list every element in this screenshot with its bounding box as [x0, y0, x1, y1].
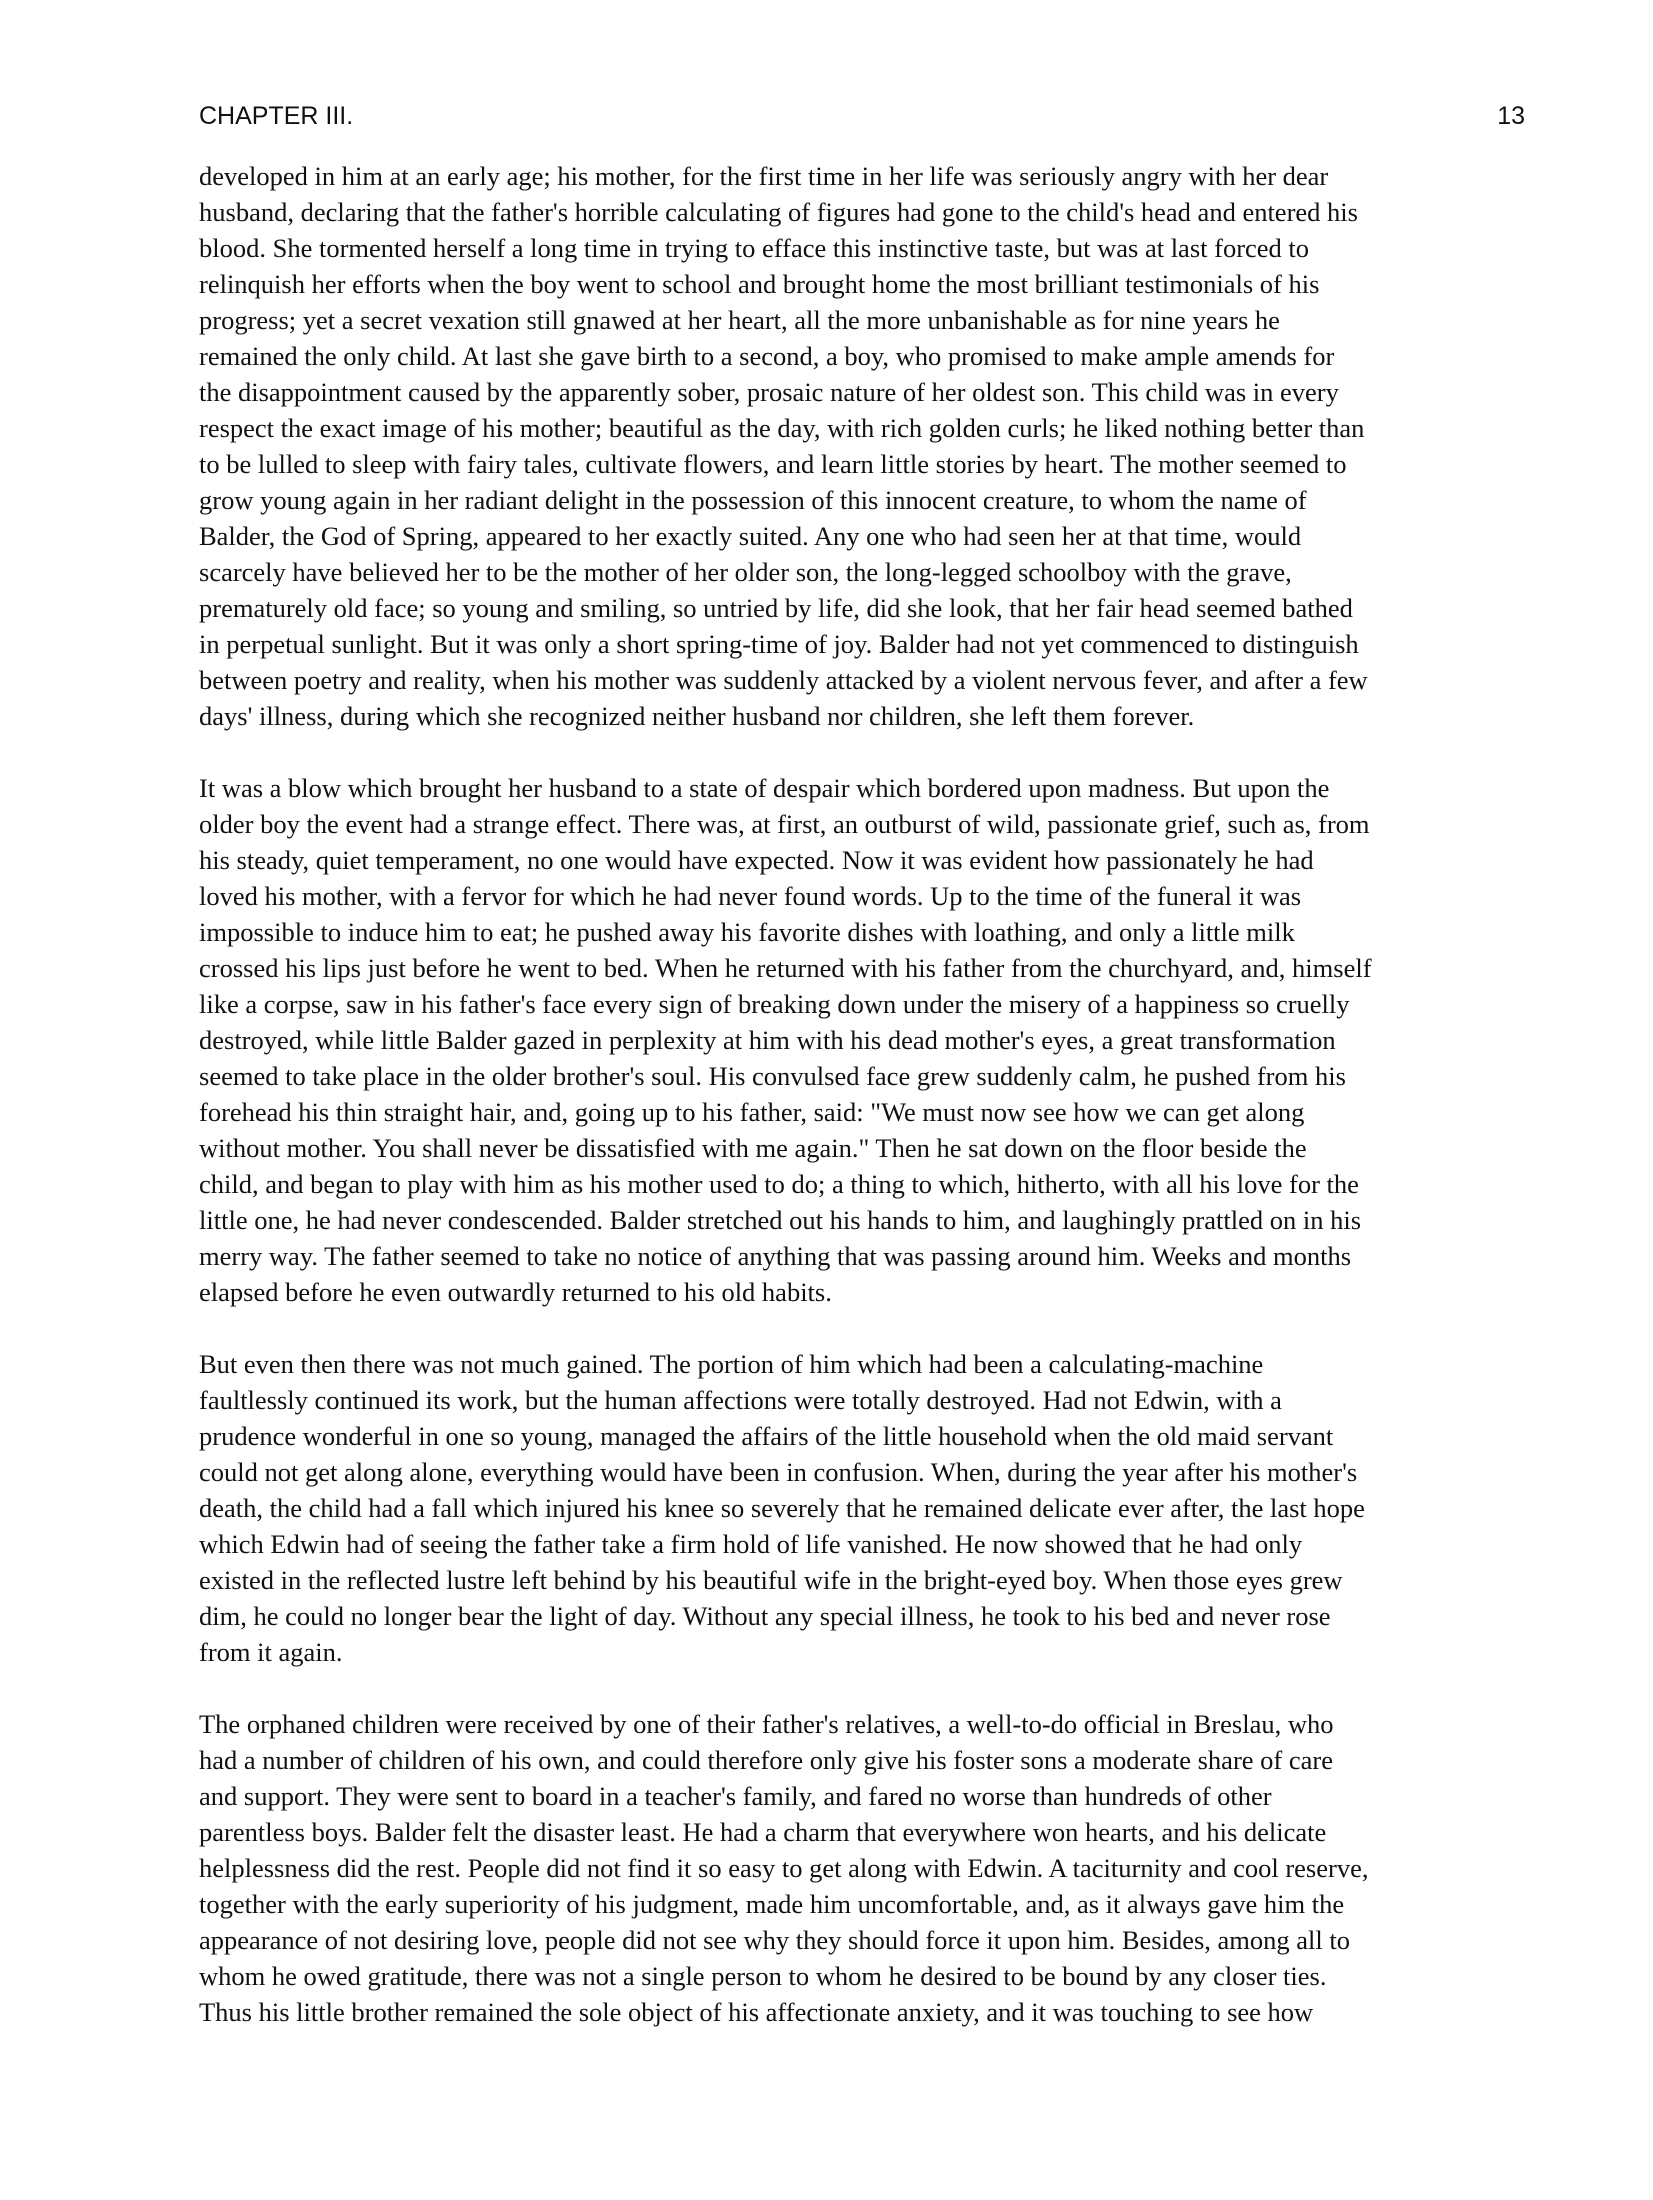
text-line: little one, he had never condescended. Balder stretched out his hands to him, and laughingly prattled on in his — [199, 1205, 1362, 1235]
text-line: existed in the reflected lustre left behind by his beautiful wife in the bright-eyed boy. When those eyes grew — [199, 1565, 1343, 1595]
text-line: forehead his thin straight hair, and, going up to his father, said: "We must now see how we can get along — [199, 1097, 1305, 1127]
text-line: which Edwin had of seeing the father take a firm hold of life vanished. He now showed that he had only — [199, 1529, 1303, 1559]
text-line: had a number of children of his own, and could therefore only give his foster sons a moderate share of care — [199, 1745, 1333, 1775]
paragraph — [199, 770, 1579, 1310]
text-line: It was a blow which brought her husband to a state of despair which bordered upon madness. But upon the — [199, 773, 1330, 803]
text-line: appearance of not desiring love, people did not see why they should force it upon him. Besides, among all to — [199, 1925, 1351, 1955]
text-line: elapsed before he even outwardly returned to his old habits. — [199, 1277, 832, 1307]
text-line: prematurely old face; so young and smiling, so untried by life, did she look, that her fair head seemed bathed — [199, 593, 1353, 623]
text-line: could not get along alone, everything would have been in confusion. When, during the year after his mother's — [199, 1457, 1358, 1487]
text-line: the disappointment caused by the apparently sober, prosaic nature of her oldest son. This child was in every — [199, 377, 1339, 407]
page-number: 13 — [1497, 102, 1525, 130]
text-line: remained the only child. At last she gave birth to a second, a boy, who promised to make ample amends for — [199, 341, 1335, 371]
text-line: in perpetual sunlight. But it was only a short spring-time of joy. Balder had not yet commenced to distinguish — [199, 629, 1359, 659]
text-line: crossed his lips just before he went to bed. When he returned with his father from the churchyard, and, himself — [199, 953, 1372, 983]
text-line: and support. They were sent to board in a teacher's family, and fared no worse than hundreds of other — [199, 1781, 1272, 1811]
text-line: parentless boys. Balder felt the disaster least. He had a charm that everywhere won hearts, and his delicate — [199, 1817, 1327, 1847]
text-line: between poetry and reality, when his mother was suddenly attacked by a violent nervous fever, and after a few — [199, 665, 1368, 695]
text-line: impossible to induce him to eat; he pushed away his favorite dishes with loathing, and only a little milk — [199, 917, 1295, 947]
text-line: merry way. The father seemed to take no notice of anything that was passing around him. Weeks and months — [199, 1241, 1352, 1271]
body-text — [199, 158, 1579, 2066]
paragraph — [199, 1706, 1579, 2030]
text-line: older boy the event had a strange effect. There was, at first, an outburst of wild, passionate grief, such as, from — [199, 809, 1370, 839]
paragraph — [199, 158, 1579, 734]
text-line: respect the exact image of his mother; beautiful as the day, with rich golden curls; he liked nothing better than — [199, 413, 1365, 443]
text-line: together with the early superiority of his judgment, made him uncomfortable, and, as it always gave him the — [199, 1889, 1345, 1919]
text-line: to be lulled to sleep with fairy tales, cultivate flowers, and learn little stories by heart. The mother seemed to — [199, 449, 1347, 479]
text-line: grow young again in her radiant delight in the possession of this innocent creature, to whom the name of — [199, 485, 1307, 515]
text-line: progress; yet a secret vexation still gnawed at her heart, all the more unbanishable as for nine years he — [199, 305, 1280, 335]
text-line: The orphaned children were received by one of their father's relatives, a well-to-do official in Breslau, who — [199, 1709, 1334, 1739]
text-line: destroyed, while little Balder gazed in perplexity at him with his dead mother's eyes, a great transformation — [199, 1025, 1336, 1055]
text-line: days' illness, during which she recognized neither husband nor children, she left them forever. — [199, 701, 1195, 731]
text-line: his steady, quiet temperament, no one would have expected. Now it was evident how passionately he had — [199, 845, 1314, 875]
text-line: blood. She tormented herself a long time in trying to efface this instinctive taste, but was at last forced to — [199, 233, 1310, 263]
text-line: helplessness did the rest. People did not find it so easy to get along with Edwin. A taciturnity and cool reserve, — [199, 1853, 1369, 1883]
text-line: scarcely have believed her to be the mother of her older son, the long-legged schoolboy with the grave, — [199, 557, 1292, 587]
text-line: like a corpse, saw in his father's face every sign of breaking down under the misery of a happiness so cruelly — [199, 989, 1350, 1019]
text-line: child, and began to play with him as his mother used to do; a thing to which, hitherto, with all his love for the — [199, 1169, 1359, 1199]
text-line: loved his mother, with a fervor for which he had never found words. Up to the time of the funeral it was — [199, 881, 1302, 911]
text-line: prudence wonderful in one so young, managed the affairs of the little household when the old maid servant — [199, 1421, 1334, 1451]
text-line: death, the child had a fall which injured his knee so severely that he remained delicate ever after, the last hope — [199, 1493, 1365, 1523]
text-line: relinquish her efforts when the boy went to school and brought home the most brilliant testimonials of his — [199, 269, 1320, 299]
text-line: whom he owed gratitude, there was not a single person to whom he desired to be bound by any closer ties. — [199, 1961, 1327, 1991]
text-line: seemed to take place in the older brother's soul. His convulsed face grew suddenly calm, he pushed from his — [199, 1061, 1346, 1091]
text-line: faultlessly continued its work, but the human affections were totally destroyed. Had not Edwin, with a — [199, 1385, 1282, 1415]
text-line: Thus his little brother remained the sole object of his affectionate anxiety, and it was touching to see how — [199, 1997, 1314, 2027]
text-line: developed in him at an early age; his mother, for the first time in her life was seriously angry with her dear — [199, 161, 1329, 191]
chapter-title: CHAPTER III. — [199, 102, 354, 130]
text-line: dim, he could no longer bear the light of day. Without any special illness, he took to his bed and never rose — [199, 1601, 1331, 1631]
running-header — [199, 102, 1525, 136]
paragraph — [199, 1346, 1579, 1670]
text-line: husband, declaring that the father's horrible calculating of figures had gone to the child's head and entered his — [199, 197, 1358, 227]
text-line: Balder, the God of Spring, appeared to her exactly suited. Any one who had seen her at that time, would — [199, 521, 1302, 551]
text-line: from it again. — [199, 1637, 343, 1667]
text-line: But even then there was not much gained. The portion of him which had been a calculating-machine — [199, 1349, 1264, 1379]
text-line: without mother. You shall never be dissatisfied with me again." Then he sat down on the floor beside the — [199, 1133, 1307, 1163]
